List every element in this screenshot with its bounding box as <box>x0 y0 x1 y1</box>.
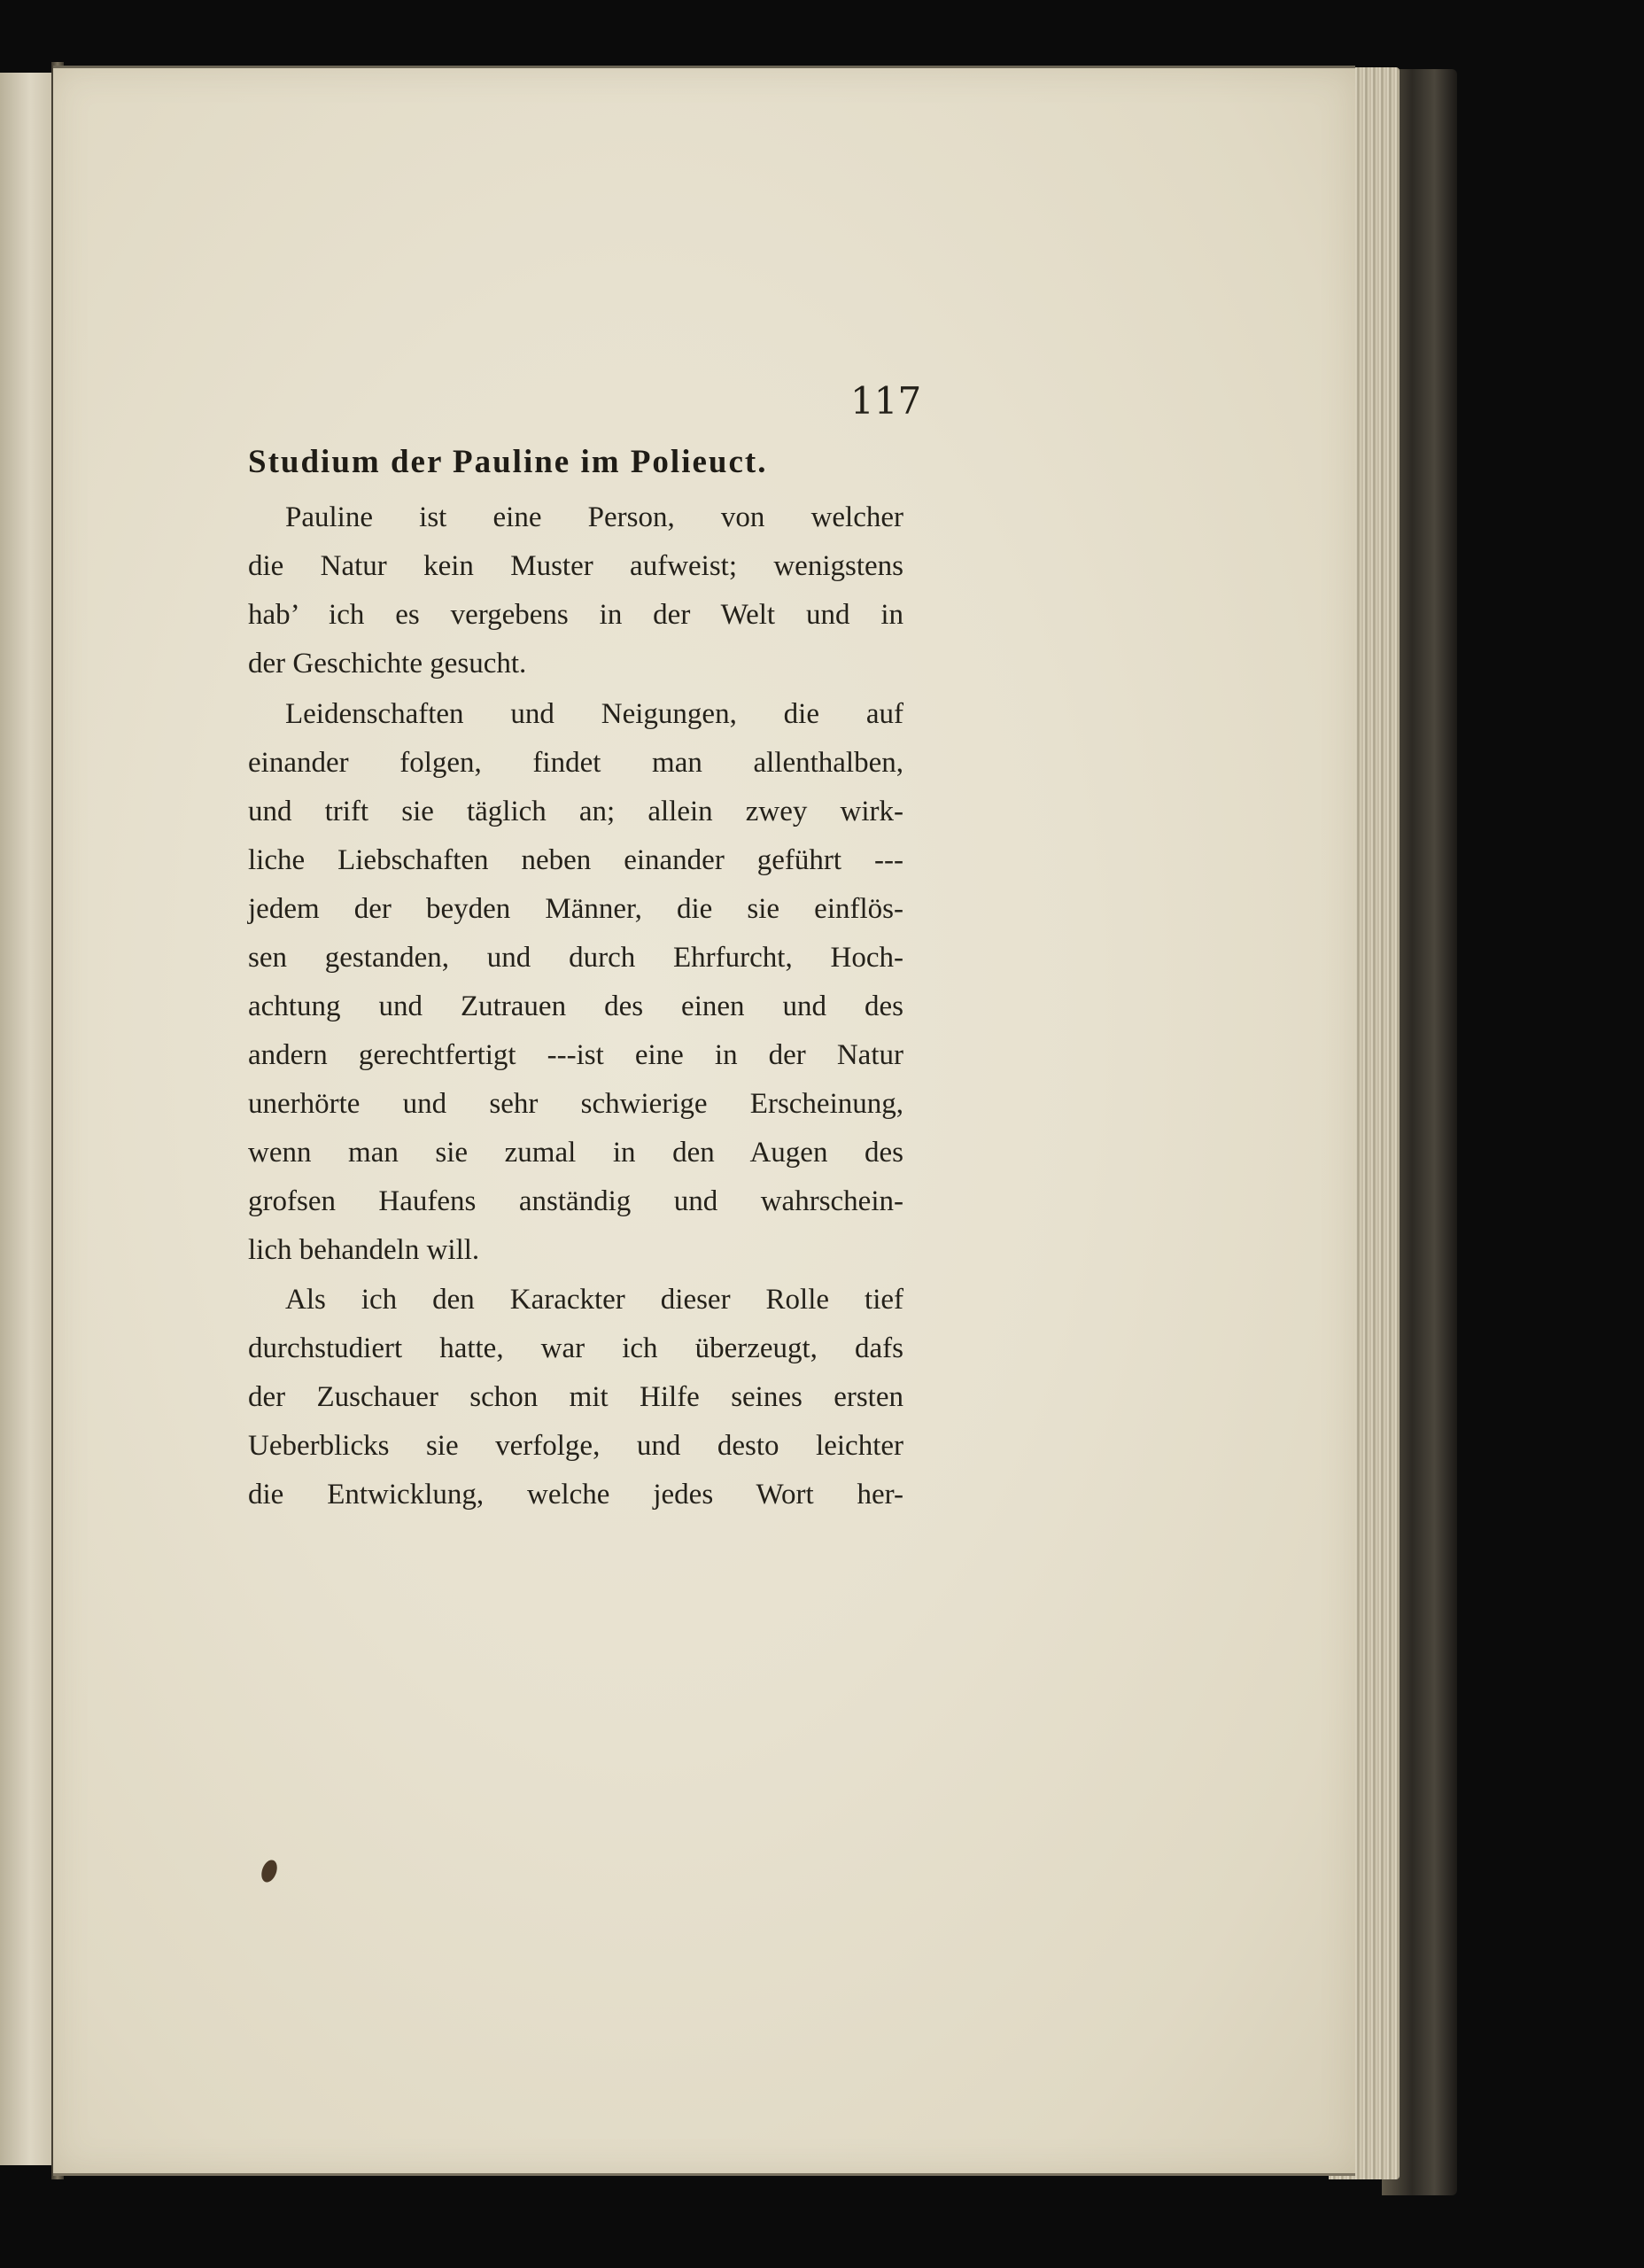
text-line: andern gerechtfertigt ---ist eine in der Natur <box>248 1039 903 1071</box>
text-line: sen gestanden, und durch Ehrfurcht, Hoch- <box>248 942 903 974</box>
text-line: hab’ ich es vergebens in der Welt und in <box>248 599 903 631</box>
text-line: einander folgen, findet man allenthalben, <box>248 747 903 779</box>
text-line: liche Liebschaften neben einander geführt --- <box>248 844 903 876</box>
page-number: 117 <box>850 379 922 423</box>
text-line: wenn man sie zumal in den Augen des <box>248 1137 903 1169</box>
text-line: der Zuschauer schon mit Hilfe seines ersten <box>248 1381 903 1413</box>
text-line: Pauline ist eine Person, von welcher <box>285 501 903 533</box>
text-line: unerhörte und sehr schwierige Erscheinung, <box>248 1088 903 1120</box>
text-line: durchstudiert hatte, war ich überzeugt, dafs <box>248 1332 903 1364</box>
text-line: die Natur kein Muster aufweist; wenigstens <box>248 550 903 582</box>
text-line: und trift sie täglich an; allein zwey wirk- <box>248 796 903 827</box>
text-line: grofsen Haufens anständig und wahrschein- <box>248 1185 903 1217</box>
left-page-edge <box>0 73 58 2165</box>
text-line: achtung und Zutrauen des einen und des <box>248 990 903 1022</box>
text-line: lich behandeln will. <box>248 1234 480 1266</box>
ink-stain <box>259 1858 280 1884</box>
text-line: jedem der beyden Männer, die sie einflös- <box>248 893 903 925</box>
text-line: der Geschichte gesucht. <box>248 648 527 680</box>
text-line: Ueberblicks sie verfolge, und desto leichter <box>248 1430 903 1462</box>
text-line: Als ich den Karackter dieser Rolle tief <box>285 1284 903 1316</box>
section-heading: Studium der Pauline im Polieuct. <box>248 444 768 480</box>
text-line: die Entwicklung, welche jedes Wort her- <box>248 1479 903 1511</box>
text-line: Leidenschaften und Neigungen, die auf <box>285 698 903 730</box>
